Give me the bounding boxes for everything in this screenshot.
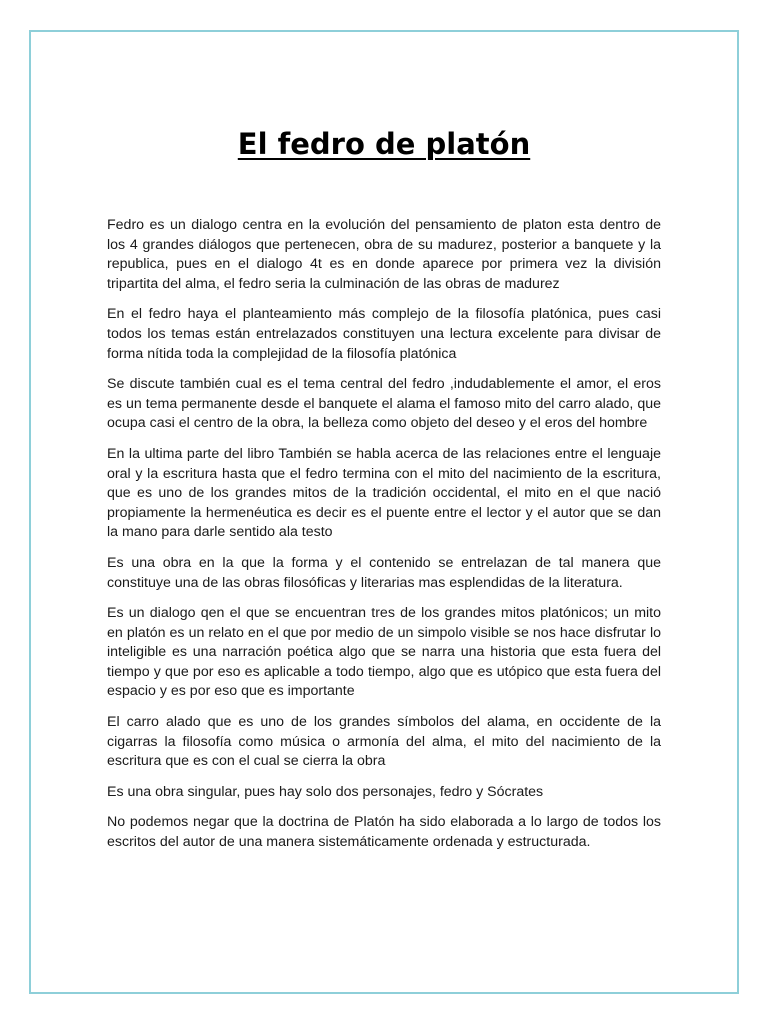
paragraph-4: En la ultima parte del libro También se habla acerca de las relaciones entre el lenguaje oral y la escritura hasta que el fedro termina con el mito del nacimiento de la escritura, que es uno de los grandes mitos de la tradición occidental, el mito en el que nació propiamente la hermenéutica es decir es el puente entre el lector y el autor que se dan la mano para darle sentido ala testo [107, 445, 661, 541]
paragraph-1: Fedro es un dialogo centra en la evolución del pensamiento de platon esta dentro de los 4 grandes diálogos que pertenecen, obra de su madurez, posterior a banquete y la republica, pues en el dialogo 4t es en donde aparece por primera vez la división tripartita del alma, el fedro seria la culminación de las obras de madurez [107, 217, 661, 292]
paragraph-9: No podemos negar que la doctrina de Platón ha sido elaborada a lo largo de todos los escritos del autor de una manera sistemáticamente ordenada y estructurada. [107, 814, 661, 851]
paragraph-8: Es una obra singular, pues hay solo dos personajes, fedro y Sócrates [107, 783, 544, 800]
paragraph-7: El carro alado que es uno de los grandes símbolos del alama, en occidente de la cigarras la filosofía como música o armonía del alma, el mito del nacimiento de la escritura que es con el cual se cierra la obra [107, 714, 661, 770]
document-title: El fedro de platón [237, 127, 531, 161]
paragraph-2: En el fedro haya el planteamiento más complejo de la filosofía platónica, pues casi todos los temas están entrelazados constituyen una lectura excelente para divisar de forma nítida toda la complejidad de la filosofía platónica [107, 306, 661, 362]
paragraph-5: Es una obra en la que la forma y el contenido se entrelazan de tal manera que constituye una de las obras filosóficas y literarias mas esplendidas de la literatura. [107, 554, 661, 591]
paragraph-6: Es un dialogo qen el que se encuentran tres de los grandes mitos platónicos; un mito en platón es un relato en el que por medio de un simpolo visible se nos hace disfrutar lo inteligible es una narración poética algo que se narra una historia que esta fuera del tiempo y que por eso es aplicable a todo tiempo, algo que es utópico que esta fuera del espacio y es por eso que es importante [107, 605, 661, 700]
document-body [107, 216, 661, 864]
paragraph-3: Se discute también cual es el tema central del fedro ,indudablemente el amor, el eros es un tema permanente desde el banquete el alama el famoso mito del carro alado, que ocupa casi el centro de la obra, la belleza como objeto del deseo y el eros del hombre [107, 376, 661, 432]
